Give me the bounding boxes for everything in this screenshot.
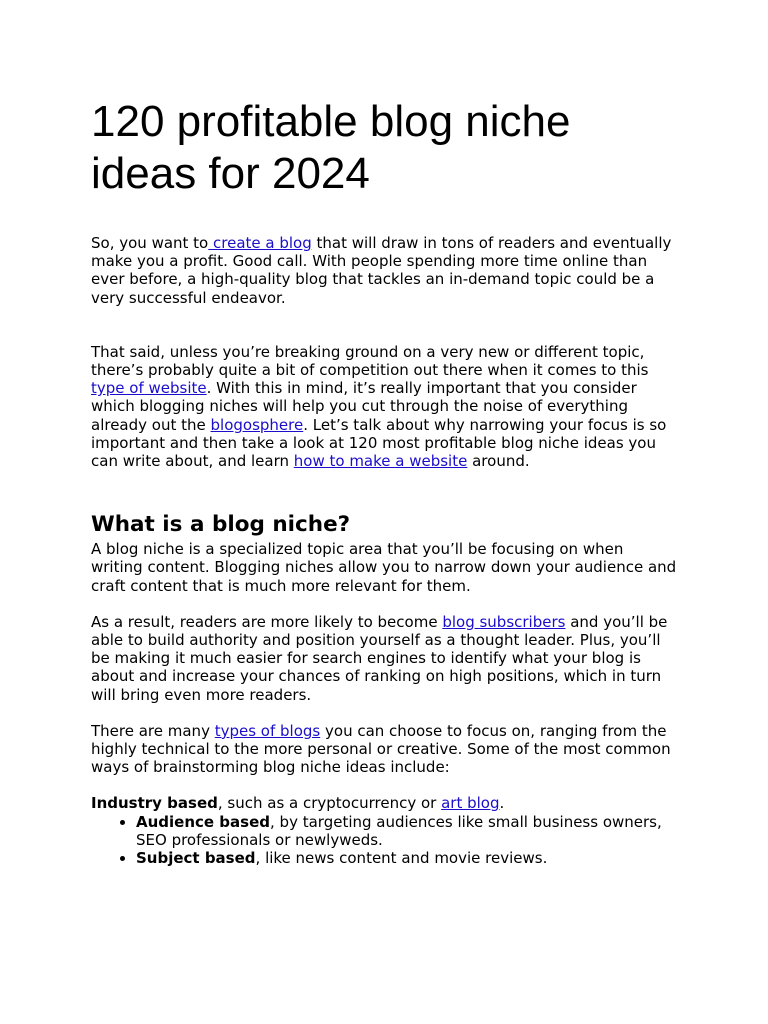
intro-paragraph-1 — [91, 234, 678, 307]
intro-p2-text-a: That said, unless you’re breaking ground on a very new or different topic, there’s probably quite a bit of competition out there when it comes to this — [91, 342, 649, 380]
section-p2-text-b: and you’ll be able to build authority and position yourself as a thought leader. Plus, you’ll be making it much easier for search engines to identify what your blog is about and increase your chances of ranking on high positions, which in turn will bring even more readers. — [91, 612, 668, 704]
intro-p1-text-a: So, you want to — [91, 234, 209, 252]
create-a-blog-link[interactable]: create a blog — [208, 234, 312, 252]
section-paragraph-1: A blog niche is a specialized topic area that you’ll be focusing on when writing content. Blogging niches allow you to narrow down your audience and craft content that is much more relevant for them. — [91, 540, 677, 595]
intro-paragraph-2 — [91, 343, 678, 470]
section-p3-text-a: There are many — [91, 721, 215, 740]
type-of-website-link[interactable]: type of website — [91, 379, 207, 398]
types-of-blogs-link[interactable]: types of blogs — [214, 721, 321, 740]
art-blog-link[interactable]: art blog — [441, 794, 500, 813]
section-paragraph-2 — [91, 613, 678, 704]
list-item-text: , like news content and movie reviews. — [255, 849, 548, 868]
section-paragraph-3 — [91, 722, 678, 777]
blogosphere-link[interactable]: blogosphere — [210, 415, 304, 434]
intro-p2-text-c: . Let’s talk about why narrowing your focus is so important and then take a look at 120 most profitable blog niche ideas you can write about, and learn — [91, 415, 667, 471]
intro-p2-text-b: . With this in mind, it’s really important that you consider which blogging niches will help you cut through the noise of everything already out the — [91, 379, 637, 434]
list-item — [136, 849, 678, 867]
title-line-2: ideas for 2024 — [91, 149, 370, 198]
page-title — [91, 96, 678, 200]
industry-based-text: , such as a cryptocurrency or — [217, 794, 442, 813]
list-item-text: , by targeting audiences like small business owners, SEO professionals or newlyweds. — [136, 812, 662, 849]
section-heading: What is a blog niche? — [91, 512, 351, 538]
intro-p1-text-b: that will draw in tons of readers and eventually make you a profit. Good call. With people spending more time online than ever before, a high-quality blog that tackles an in-demand topic could be a very successful endeavor. — [91, 234, 672, 307]
list-item — [136, 813, 678, 849]
niche-ideas-list — [91, 813, 678, 868]
blog-subscribers-link[interactable]: blog subscribers — [442, 612, 566, 631]
industry-based-line — [91, 794, 678, 812]
industry-based-label: Industry based — [91, 794, 218, 813]
how-to-make-a-website-link[interactable]: how to make a website — [293, 452, 468, 471]
section-p3-text-b: you can choose to focus on, ranging from the highly technical to the more personal or creative. Some of the most common ways of brainstorming blog niche ideas include: — [91, 721, 671, 777]
industry-based-end: . — [499, 794, 505, 813]
list-item-label: Audience based — [136, 812, 271, 831]
section-p2-text-a: As a result, readers are more likely to become — [91, 612, 443, 631]
intro-p2-text-d: around. — [467, 452, 530, 471]
list-item-label: Subject based — [136, 849, 256, 868]
title-line-1: 120 profitable blog niche — [91, 97, 571, 146]
